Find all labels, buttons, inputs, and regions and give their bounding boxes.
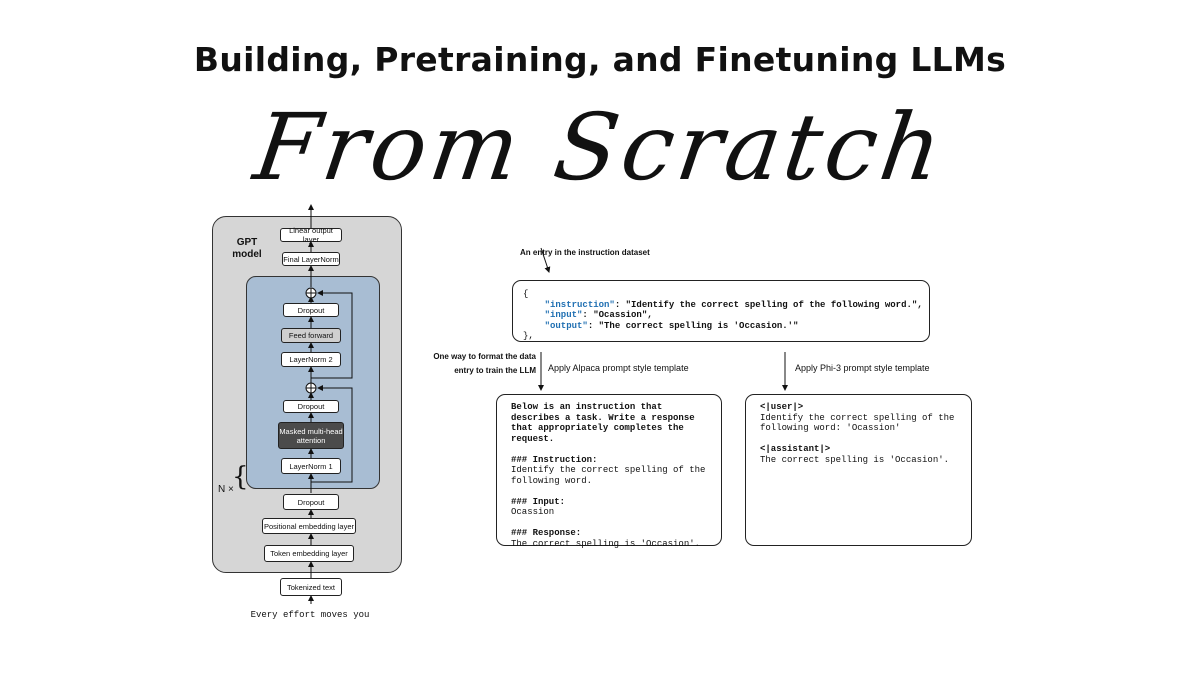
phi3-user-tag: <|user|> <box>760 402 804 412</box>
alpaca-instruction-head: ### Instruction: <box>511 454 598 465</box>
layernorm-2: LayerNorm 2 <box>281 352 341 367</box>
gpt-model-label: GPT model <box>232 237 262 260</box>
dropout-top: Dropout <box>283 303 339 317</box>
dropout-mid: Dropout <box>283 400 339 413</box>
entry-open: { <box>523 289 529 299</box>
alpaca-input-head: ### Input: <box>511 496 566 507</box>
output-key: "output" <box>544 320 588 331</box>
repeat-brace: { <box>232 462 249 492</box>
phi3-user-body: Identify the correct spelling of the following word: 'Ocassion' <box>760 412 955 433</box>
format-label: One way to format the data entry to train the LLM <box>433 352 536 375</box>
entry-label: An entry in the instruction dataset <box>520 248 650 257</box>
final-layernorm: Final LayerNorm <box>282 252 340 266</box>
instruction-entry-box <box>512 280 930 342</box>
alpaca-response-head: ### Response: <box>511 528 582 538</box>
alpaca-template-box <box>496 394 722 549</box>
alpaca-intro: Below is an instruction that describes a task. Write a response that appropriately completes the request. <box>511 402 695 444</box>
positional-embedding-layer: Positional embedding layer <box>262 518 356 534</box>
entry-close: }, <box>523 331 534 341</box>
page-subtitle: From Scratch <box>248 94 952 201</box>
masked-attention: Masked multi-head attention <box>278 422 344 449</box>
linear-output-layer: Linear output layer <box>280 228 342 242</box>
tokenized-text: Tokenized text <box>280 578 342 596</box>
instruction-key: "instruction" <box>544 299 615 310</box>
phi3-template-box <box>745 394 972 546</box>
alpaca-input-body: Ocassion <box>511 507 555 517</box>
token-embedding-layer: Token embedding layer <box>264 545 354 562</box>
output-value: : "The correct spelling is 'Occasion.'" <box>587 320 799 331</box>
input-text: Every effort moves you <box>250 610 370 620</box>
feed-forward: Feed forward <box>281 328 341 343</box>
layernorm-1: LayerNorm 1 <box>281 458 341 474</box>
dropout-bottom: Dropout <box>283 494 339 510</box>
alpaca-label: Apply Alpaca prompt style template <box>548 363 689 373</box>
phi3-assistant-tag: <|assistant|> <box>760 444 831 454</box>
repeat-label: N × <box>218 484 234 495</box>
phi3-label: Apply Phi-3 prompt style template <box>795 363 930 373</box>
input-key: "input" <box>544 310 583 320</box>
input-value: : "Ocassion", <box>582 310 653 320</box>
page-title: Building, Pretraining, and Finetuning LLMs <box>193 40 1007 79</box>
alpaca-response-body: The correct spelling is 'Occasion'. <box>511 538 701 549</box>
alpaca-instruction-body: Identify the correct spelling of the following word. <box>511 465 706 486</box>
phi3-assistant-body: The correct spelling is 'Occasion'. <box>760 454 950 465</box>
instruction-value: : "Identify the correct spelling of the following word.", <box>614 299 923 310</box>
